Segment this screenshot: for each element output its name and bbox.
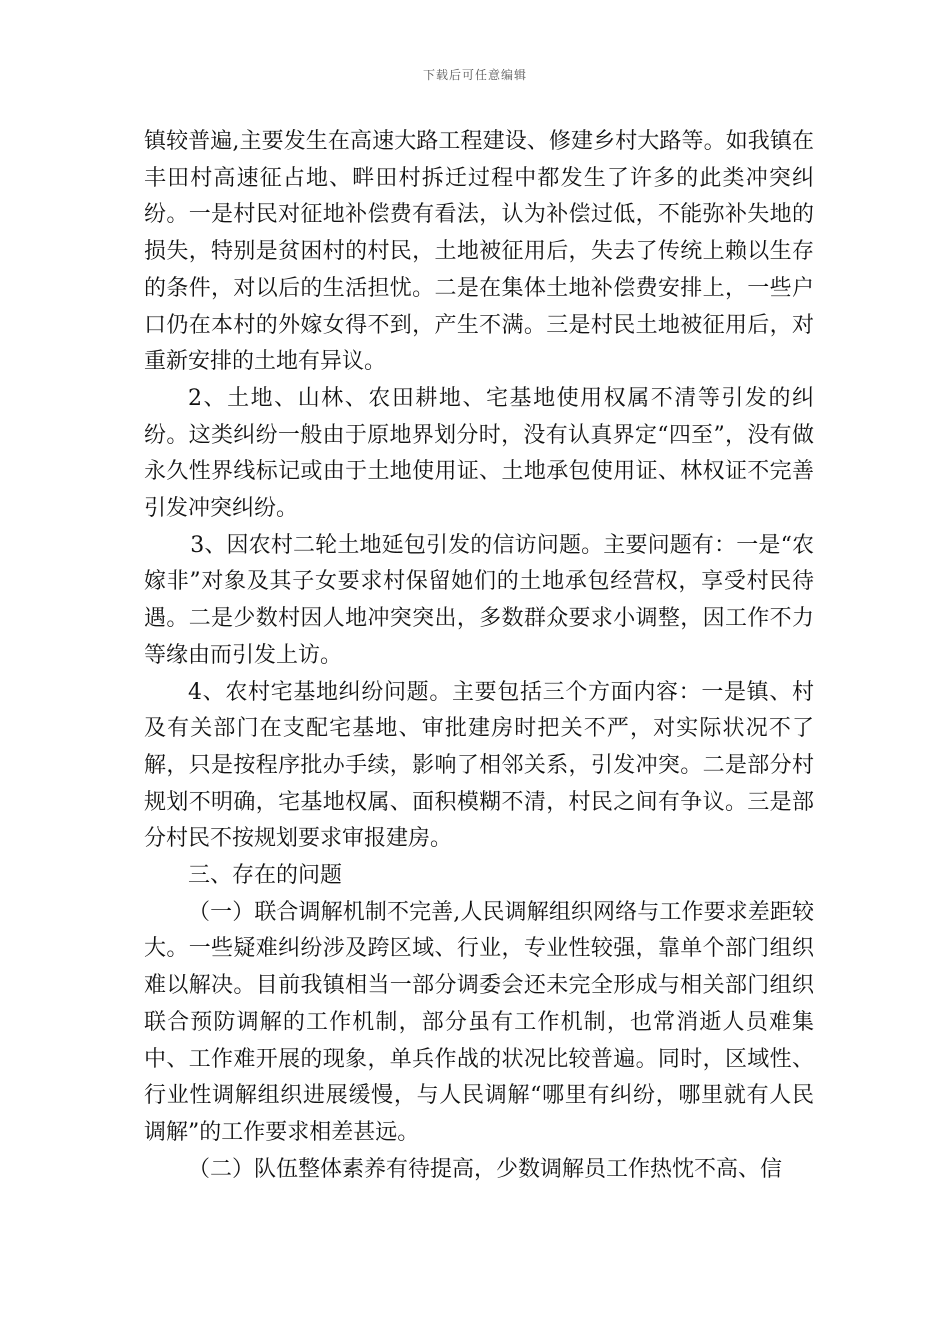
paragraph-continued: 镇较普遍,主要发生在高速大路工程建设、修建乡村大路等。如我镇在丰田村高速征占地、畔田村拆迁过程中都发生了许多的此类冲突纠纷。一是村民对征地补偿费有看法，认为补偿过低，不能弥补失地的损失，特别是贫困村的村民，土地被征用后，失去了传统上赖以生存的条件，对以后的生活担忧。二是在集体土地补偿费安排上，一些户口仍在本村的外嫁女得不到，产生不满。三是村民土地被征用后，对重新安排的土地有异议。 — [144, 129, 814, 375]
paragraph-problem-2: （二）队伍整体素养有待提高，少数调解员工作热忱不高、信 — [188, 1156, 783, 1182]
page-header: 下载后可任意编辑 — [422, 68, 527, 82]
paragraph-item-3: 3、因农村二轮土地延包引发的信访问题。主要问题有：一是“农嫁非”对象及其子女要求村保留她们的土地承包经营权，享受村民待遇。二是少数村因人地冲突突出，多数群众要求小调整，因工作不力等缘由而引发上访。 — [144, 532, 814, 668]
section-heading: 三、存在的问题 — [188, 863, 343, 889]
paragraph-item-2: 2、土地、山林、农田耕地、宅基地使用权属不清等引发的纠纷。这类纠纷一般由于原地界划分时，没有认真界定“四至”，没有做永久性界线标记或由于土地使用证、土地承包使用证、林权证不完善引发冲突纠纷。 — [144, 385, 814, 522]
paragraph-problem-1: （一）联合调解机制不完善,人民调解组织网络与工作要求差距较大。一些疑难纠纷涉及跨区域、行业，专业性较强，靠单个部门组织难以解决。目前我镇相当一部分调委会还未完全形成与相关部门组织联合预防调解的工作机制，部分虽有工作机制，也常消逝人员难集中、工作难开展的现象，单兵作战的状况比较普遍。同时，区域性、行业性调解组织进展缓慢，与人民调解“哪里有纠纷，哪里就有人民调解”的工作要求相差甚远。 — [144, 899, 814, 1145]
paragraph-item-4: 4、农村宅基地纠纷问题。主要包括三个方面内容：一是镇、村及有关部门在支配宅基地、审批建房时把关不严，对实际状况不了解，只是按程序批办手续，影响了相邻关系，引发冲突。二是部分村规划不明确，宅基地权属、面积模糊不清，村民之间有争议。三是部分村民不按规划要求审报建房。 — [144, 679, 814, 852]
document-body — [144, 124, 814, 1188]
